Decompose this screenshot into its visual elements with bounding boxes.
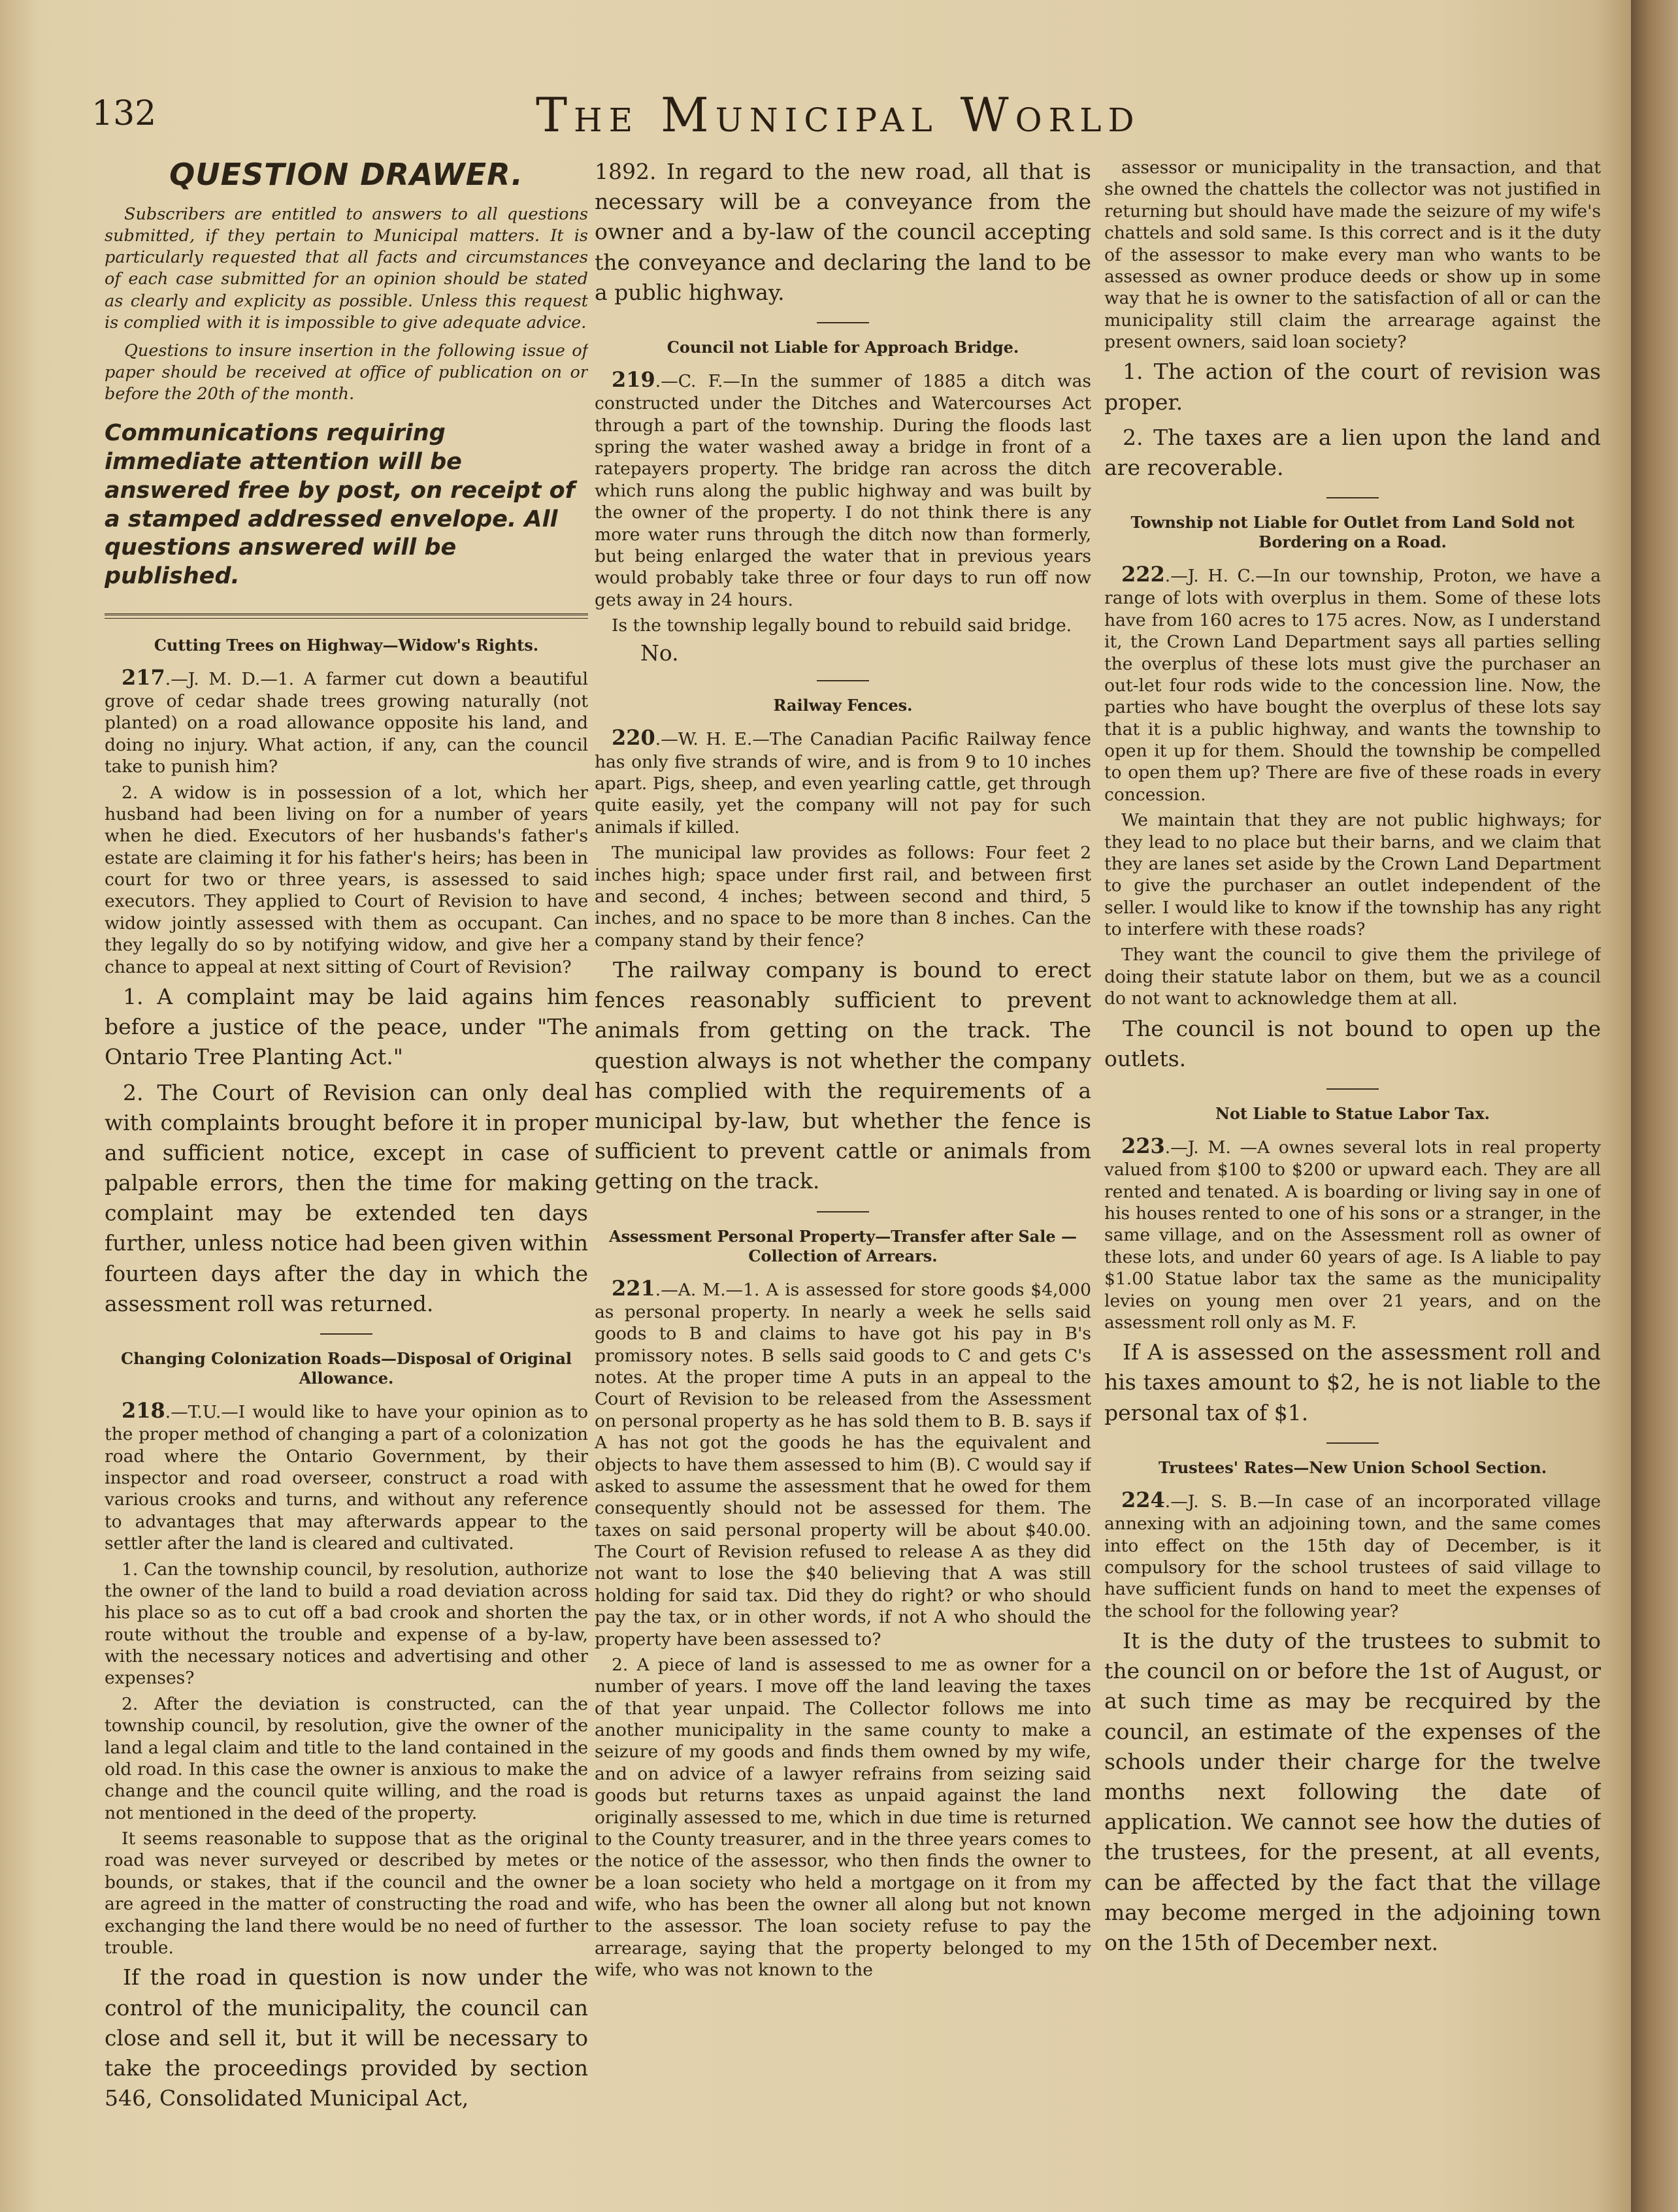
- divider: [1326, 1088, 1379, 1090]
- question-219-part-2: Is the township legally bound to rebuild said bridge.: [612, 615, 1072, 636]
- page-header: [0, 77, 1631, 149]
- divider: [1326, 497, 1379, 498]
- column-1: [105, 157, 588, 2119]
- question-text: .—J. M. D.—1. A farmer cut down a beautiful grove of cedar shade trees growing naturally (not planted) on a road allowance opposite his land, and doing no injury. What action, if any, can the council take to punish him?: [105, 668, 588, 777]
- question-number: 219: [612, 366, 655, 392]
- question-text: .—J. H. C.—In our township, Proton, we have a range of lots with overplus in them. Some of these lots have from 160 acres to 175 acres. Now, as I understand it, the Crown Land Department says all parties selling the overplus of these lots must give the purchaser an out-let four rods wide to the concession line. Now, the parties who have bought the overplus of these lots say that it is a public highway, and wants the township to open it up for them. Should the township be compelled to open them up? There are five of these roads in every concession.: [1104, 566, 1601, 805]
- question-number: 224: [1121, 1487, 1165, 1512]
- column-3: [1104, 157, 1601, 1963]
- question-221-part-1: [595, 1275, 1091, 1650]
- subscriber-note: Subscribers are entitled to answers to all questions submitted, if they pertain to Municipal matters. It is particularly requested that all facts and circumstances of each case submitted for an opinion should be stated as clearly and explicity as possible. Unless this request is complied with it is impossible to give adequate advice.: [105, 204, 588, 333]
- question-number: 221: [612, 1275, 655, 1301]
- question-number: 218: [122, 1398, 165, 1423]
- question-217-part-2: 2. A widow is in possession of a lot, which her husband had been living on for a number of years when he died. Executors of her husbands's father's estate are claiming it for his father's heirs; has been in court for two or three years, is assessed to said executors. They applied to Court of Revision to have widow jointly assessed with them as occupant. Can they legally do so by notifying widow, and give her a chance to appeal at next sitting of Court of Revision?: [105, 782, 588, 977]
- answer-221-part-1: 1. The action of the court of revision was proper.: [1104, 359, 1601, 415]
- question-222-heading: Township not Liable for Outlet from Land Sold not Bordering on a Road.: [1130, 513, 1575, 552]
- question-text: .—A. M.—1. A is assessed for store goods $4,000 as personal property. In nearly a week he sells said goods to B and claims to have got his pay in B's promissory notes. B sells said goods to C and gets C's notes. At the proper time A puts in an appeal to the Court of Revision to be released from the Assessment on personal property as he has sold them to B. B. says if A has not got the goods he has the equivalent and objects to have them assessed to him (B). C would say if asked to assume the assessment that he owed for them consequently should not be assessed for them. The taxes on said personal property will be about $40.00. The Court of Revision refused to release A as they did not want to lose the $40 believing that A was still holding for said tax. Did they do right? or who should pay the tax, or in other words, if not A who should the property have been assessed to?: [595, 1279, 1091, 1650]
- section-title: QUESTION DRAWER.: [169, 157, 523, 192]
- divider: [817, 680, 869, 681]
- question-text: .—J. M. —A ownes several lots in real property valued from $100 to $200 or upward each. They are all rented and tenated. A is boarding or living say in one of his houses rented to one of his sons or a stranger, in the same village, and on the Assessment roll as owner of these lots, and under 60 years of age. Is A liable to pay $1.00 Statue labor tax the same as the municipality levies on young men over 21 years, and on the assessment roll only as M. F.: [1104, 1137, 1601, 1333]
- question-220-part-2: The municipal law provides as follows: Four feet 2 inches high; space under first rail, and between first and second, 4 inches; between second and third, 5 inches, and no space to be more than 8 inches. Can the company stand by their fence?: [595, 843, 1091, 951]
- answer-224: It is the duty of the trustees to submit to the council on or before the 1st of August, or at such time as may be recquired by the council, an estimate of the expenses of the schools under their charge for the twelve months next following the date of application. We cannot see how the duties of the trustees, for the present, at all events, can be affected by the fact that the village may become merged in the adjoining town on the 15th of December next.: [1104, 1628, 1601, 1955]
- question-217-part-1: [105, 664, 588, 778]
- question-218-part-1: [105, 1397, 588, 1555]
- deadline-note: Questions to insure insertion in the following issue of paper should be received at office of publication on or before the 20th of the month.: [105, 340, 588, 404]
- question-224: [1104, 1487, 1601, 1622]
- question-number: 222: [1121, 562, 1165, 587]
- page-number: 132: [91, 94, 157, 133]
- question-223-heading: Not Liable to Statue Labor Tax.: [1215, 1103, 1490, 1123]
- question-222-part-2: We maintain that they are not public highways; for they lead to no place but their barns, and we claim that they are lanes set aside by the Crown Land Department to give the purchaser an outlet independent of the seller. I would like to know if the township has any right to interfere with these roads?: [1104, 810, 1601, 940]
- question-number: 217: [122, 664, 165, 690]
- question-219-heading: Council not Liable for Approach Bridge.: [666, 337, 1019, 357]
- question-218-heading: Changing Colonization Roads—Disposal of Original Allowance.: [121, 1349, 572, 1388]
- question-218-part-4: It seems reasonable to suppose that as the original road was never surveyed or described by metes or bounds, or stakes, that if the council and the owner are agreed in the matter of constructing the road and exchanging the land there would be no need of further trouble.: [105, 1829, 588, 1958]
- divider: [320, 1333, 372, 1335]
- question-text: .—W. H. E.—The Canadian Pacific Railway fence has only five strands of wire, and is from 9 to 10 inches apart. Pigs, sheep, and even yearling cattle, get through quite easily, yet the company will not pay for such animals if killed.: [595, 729, 1091, 838]
- answer-219: No.: [640, 640, 679, 666]
- answer-223: If A is assessed on the assessment roll and his taxes amount to $2, he is not liable to the personal tax of $1.: [1104, 1339, 1601, 1425]
- publication-title: The Municipal World: [536, 88, 1141, 142]
- communications-notice: Communications requiring immediate attention will be answered free by post, on receipt of a stamped addressed envelope. All questions answered will be published.: [105, 420, 575, 590]
- question-218-part-3: 2. After the deviation is constructed, can the township council, by resolution, give the owner of the land a legal claim and title to the land contained in the old road. In this case the owner is anxious to make the change and the council quite willing, and the road is not mentioned in the deed of the property.: [105, 1693, 588, 1823]
- divider: [817, 322, 869, 323]
- divider: [817, 1211, 869, 1212]
- answer-218: If the road in question is now under the control of the municipality, the council can close and sell it, but it will be necessary to take the proceedings provided by section 546, Consolidated Municipal Act,: [105, 1964, 588, 2111]
- question-text: .—T.U.—I would like to have your opinion as to the proper method of changing a part of a colonization road where the Ontario Government, by their inspector and road overseer, construct a road with various crooks and turns, and without any reference to advantages that may afterwards appear to the settler after the land is cleared and cultivated.: [105, 1402, 588, 1554]
- divider: [1326, 1442, 1379, 1444]
- answer-217-part-1: 1. A complaint may be laid agains him before a justice of the peace, under "The Ontario Tree Planting Act.": [105, 983, 588, 1070]
- question-text: .—J. S. B.—In case of an incorporated village annexing with an adjoining town, and the same comes into effect on the 15th day of December, is it compulsory for the school trustees of said village to have sufficient funds on hand to meet the expenses of the school for the following year?: [1104, 1491, 1601, 1621]
- question-222-part-3: They want the council to give them the privilege of doing their statute labor on them, but we as a council do not want to acknowledge them at all.: [1104, 945, 1601, 1009]
- question-220-part-1: [595, 724, 1091, 838]
- answer-222: The council is not bound to open up the outlets.: [1104, 1015, 1601, 1071]
- question-217-heading: Cutting Trees on Highway—Widow's Rights.: [154, 635, 539, 655]
- answer-220: The railway company is bound to erect fences reasonably sufficient to prevent animals from getting on the track. The question always is not whether the company has complied with the requirements of a municipal by-law, but whether the fence is sufficient to prevent cattle or animals from getting on the track.: [595, 957, 1091, 1194]
- question-220-heading: Railway Fences.: [773, 696, 913, 715]
- answer-218-continued: 1892. In regard to the new road, all that is necessary will be a conveyance from the owner and a by-law of the council accepting the conveyance and declaring the land to be a public highway.: [595, 159, 1091, 305]
- question-221-continued: assessor or municipality in the transaction, and that she owned the chattels the collector was not justified in returning but should have made the seizure of my wife's chattels and sold same. Is this correct and is it the duty of the assessor to make every man who wants to be assessed as owner produce deeds or show up in some way that he is owner to the satisfaction of all or can the municipality still claim the arrearage against the present owners, said loan society?: [1104, 157, 1601, 352]
- answer-217-part-2: 2. The Court of Revision can only deal with complaints brought before it in proper and sufficient notice, except in case of palpable errors, then the time for making complaint may be extended ten days further, unless notice had been given within fourteen days after the day in which the assessment roll was returned.: [105, 1079, 588, 1316]
- question-223: [1104, 1133, 1601, 1333]
- answer-221-part-2: 2. The taxes are a lien upon the land and are recoverable.: [1104, 424, 1601, 480]
- question-number: 220: [612, 725, 655, 751]
- question-number: 223: [1121, 1133, 1165, 1158]
- question-221-part-2: 2. A piece of land is assessed to me as owner for a number of years. I move off the land leaving the taxes of that year unpaid. The Collector follows me into another municipality in the same county to make a seizure of my goods and finds them owned by my wife, and on advice of a lawyer refrains from seizing said goods but returns taxes as unpaid against the land originally assessed to me, which in due time is returned to the County treasurer, and in the three years comes to the notice of the assessor, who then finds the owner to be a loan society who held a mortgage on it from my wife, who has been the owner all along but not known to the assessor. The loan society refuse to pay the arrearage, saying that the property belonged to my wife, who was not known to the: [595, 1654, 1091, 1981]
- question-224-heading: Trustees' Rates—New Union School Section.: [1158, 1457, 1547, 1477]
- column-2: [595, 157, 1091, 1985]
- question-218-part-2: 1. Can the township council, by resolution, authorize the owner of the land to build a road deviation across his place so as to cut off a bad crook and shorten the route without the trouble and expense of a by-law, with the necessary notices and advertising and other expenses?: [105, 1559, 588, 1689]
- book-gutter: [1631, 0, 1678, 2212]
- section-rule: [105, 613, 588, 619]
- question-222-part-1: [1104, 561, 1601, 805]
- question-219-part-1: [595, 366, 1091, 611]
- question-221-heading: Assessment Personal Property—Transfer after Sale —Collection of Arrears.: [609, 1226, 1077, 1265]
- question-text: .—C. F.—In the summer of 1885 a ditch was constructed under the Ditches and Watercourses Act through a part of the township. During the floods last spring the water washed away a bridge in front of a ratepayers property. The bridge ran across the ditch which runs along the public highway and was built by the owner of the property. I do not think there is any more water runs through the ditch now than formerly, but being enlarged the water that in previous years would probably take three or four days to run off now gets away in 24 hours.: [595, 370, 1091, 610]
